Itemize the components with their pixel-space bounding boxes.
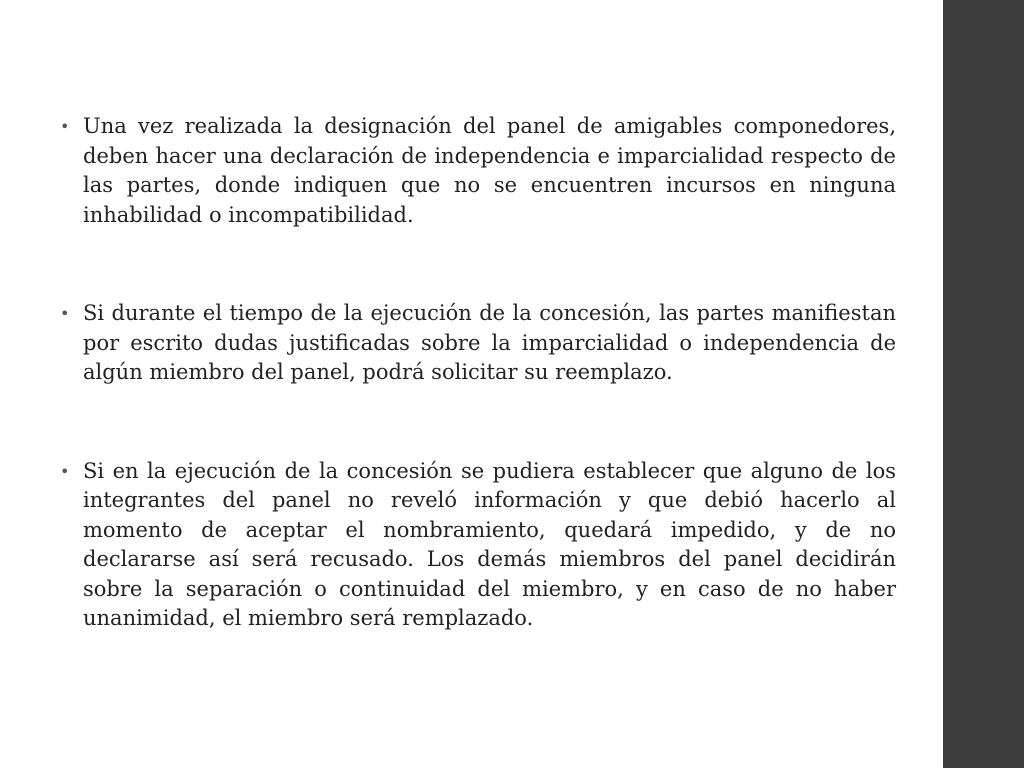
bullet-item-3 <box>60 457 896 634</box>
bullet-list <box>60 112 896 634</box>
bullet-dot-icon: • <box>60 304 70 323</box>
bullet-item-1 <box>60 112 896 230</box>
bullet-text-2: Si durante el tiempo de la ejecución de la concesión, las partes manifiestan por escrito dudas justificadas sobre la imparcialidad o independencia de algún miembro del panel, podrá solicitar su reemplazo. <box>83 301 896 384</box>
bullet-text-3: Si en la ejecución de la concesión se pudiera establecer que alguno de los integrantes del panel no reveló información y que debió hacerlo al momento de aceptar el nombramiento, quedará impedido, y de no declararse así será recusado. Los demás miembros del panel decidirán sobre la separación o continuidad del miembro, y en caso de no haber unanimidad, el miembro será remplazado. <box>83 458 896 630</box>
bullet-dot-icon: • <box>60 117 70 136</box>
bullet-item-2 <box>60 299 896 388</box>
bullet-text-1: Una vez realizada la designación del panel de amigables componedores, deben hacer una declaración de independencia e imparcialidad respecto de las partes, donde indiquen que no se encuentren incursos en ninguna inhabilidad o incompatibilidad. <box>83 114 896 227</box>
decorative-side-bar <box>943 0 1024 768</box>
bullet-dot-icon: • <box>60 461 70 481</box>
